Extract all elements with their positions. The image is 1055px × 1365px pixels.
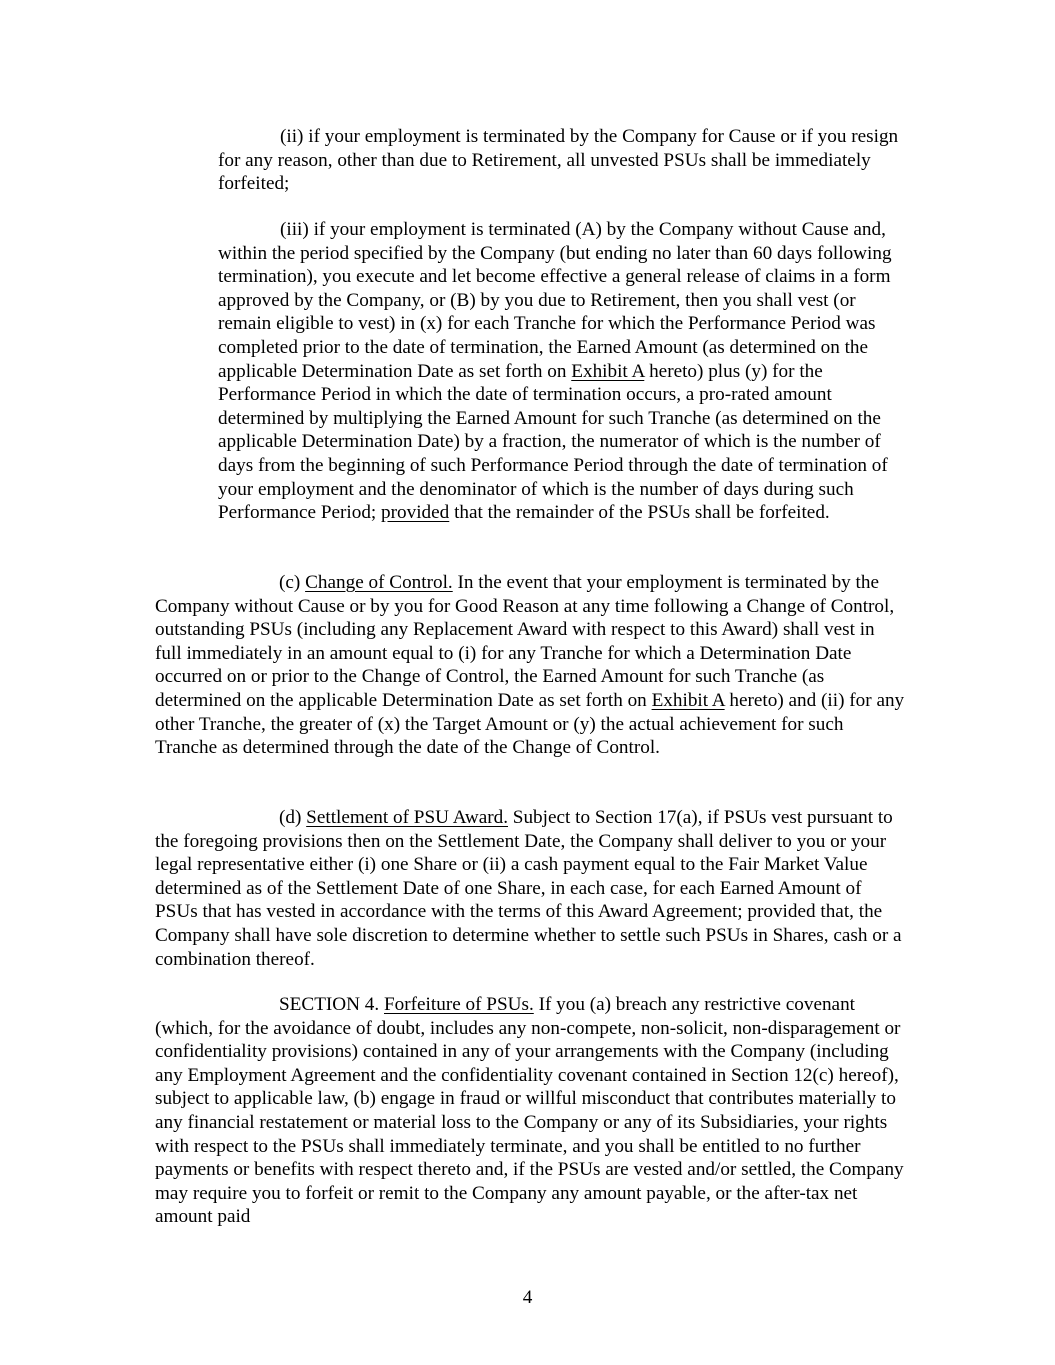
provided-term: provided (381, 502, 450, 524)
page-number: 4 (522, 1287, 533, 1308)
paragraph-ii: (ii) if your employment is terminated by the Company for Cause or if you resign for any reason, other than due to Retirement, all unvested PSUs shall be immediately forfeited; (218, 126, 899, 195)
paragraph-d-settlement: (d) Settlement of PSU Award. Subject to Section 17(a), if PSUs vest pursuant to the foregoing provisions then on the Settlement Date, the Company shall deliver to you or your legal representative either (i) one Share or (ii) a cash payment equal to the Fair Market Value determined as of the Settlement Date of one Share, in each case, for each Earned Amount of PSUs that has vested in accordance with the terms of this Award Agreement; provided that, the Company shall have sole discretion to determine whether to settle such PSUs in Shares, cash or a combination thereof. (155, 807, 902, 970)
section-heading: Change of Control. (305, 572, 453, 593)
paragraph-c-change-of-control: (c) Change of Control. In the event that your employment is terminated by the Company without Cause or by you for Good Reason at any time following a Change of Control, outstanding PSUs (including any Replacement Award with respect to this Award) shall vest in full immediately in an amount equal to (i) for any Tranche for which a Determination Date occurred on or prior to the Change of Control, the Earned Amount for such Tranche (as determined on the applicable Determination Date as set forth on Exhibit A hereto) and (ii) for any other Tranche, the greater of (x) the Target Amount or (y) the actual achievement for such Tranche as determined through the date of the Change of Control. (155, 572, 905, 759)
exhibit-a-reference: Exhibit A (651, 689, 725, 711)
paragraph-iii: (iii) if your employment is terminated (A) by the Company without Cause and, within the period specified by the Company (but ending no later than 60 days following termination), you execute and let become effective a general release of claims in a form approved by the Company, or (B) by you due to Retirement, then you shall vest (or remain eligible to vest) in (x) for each Tranche for which the Performance Period was completed prior to the date of termination, the Earned Amount (as determined on the applicable Determination Date as set forth on Exhibit A hereto) plus (y) for the Performance Period in which the date of termination occurs, a pro-rated amount determined by multiplying the Earned Amount for such Tranche (as determined on the applicable Determination Date) by a fraction, the numerator of which is the number of days from the beginning of such Performance Period through the date of termination of your employment and the denominator of which is the number of days during such Performance Period; provided that the remainder of the PSUs shall be forfeited. (218, 219, 892, 524)
exhibit-a-reference: Exhibit A (571, 360, 645, 382)
section-heading: Settlement of PSU Award. (306, 807, 508, 828)
section-heading: Forfeiture of PSUs. (384, 994, 534, 1015)
section-4-forfeiture: SECTION 4. Forfeiture of PSUs. If you (a) breach any restrictive covenant (which, for the avoidance of doubt, includes any non-compete, non-solicit, non-disparagement or confidentiality provisions) contained in any of your arrangements with the Company (including any Employment Agreement and the confidentiality covenant contained in Section 12(c) hereof), subject to applicable law, (b) engage in fraud or willful misconduct that contributes materially to any financial restatement or material loss to the Company or any of its Subsidiaries, your rights with respect to the PSUs shall immediately terminate, and you shall be entitled to no further payments or benefits with respect thereto and, if the PSUs are vested and/or settled, the Company may require you to forfeit or remit to the Company any amount payable, or the after-tax net amount paid (155, 994, 904, 1228)
